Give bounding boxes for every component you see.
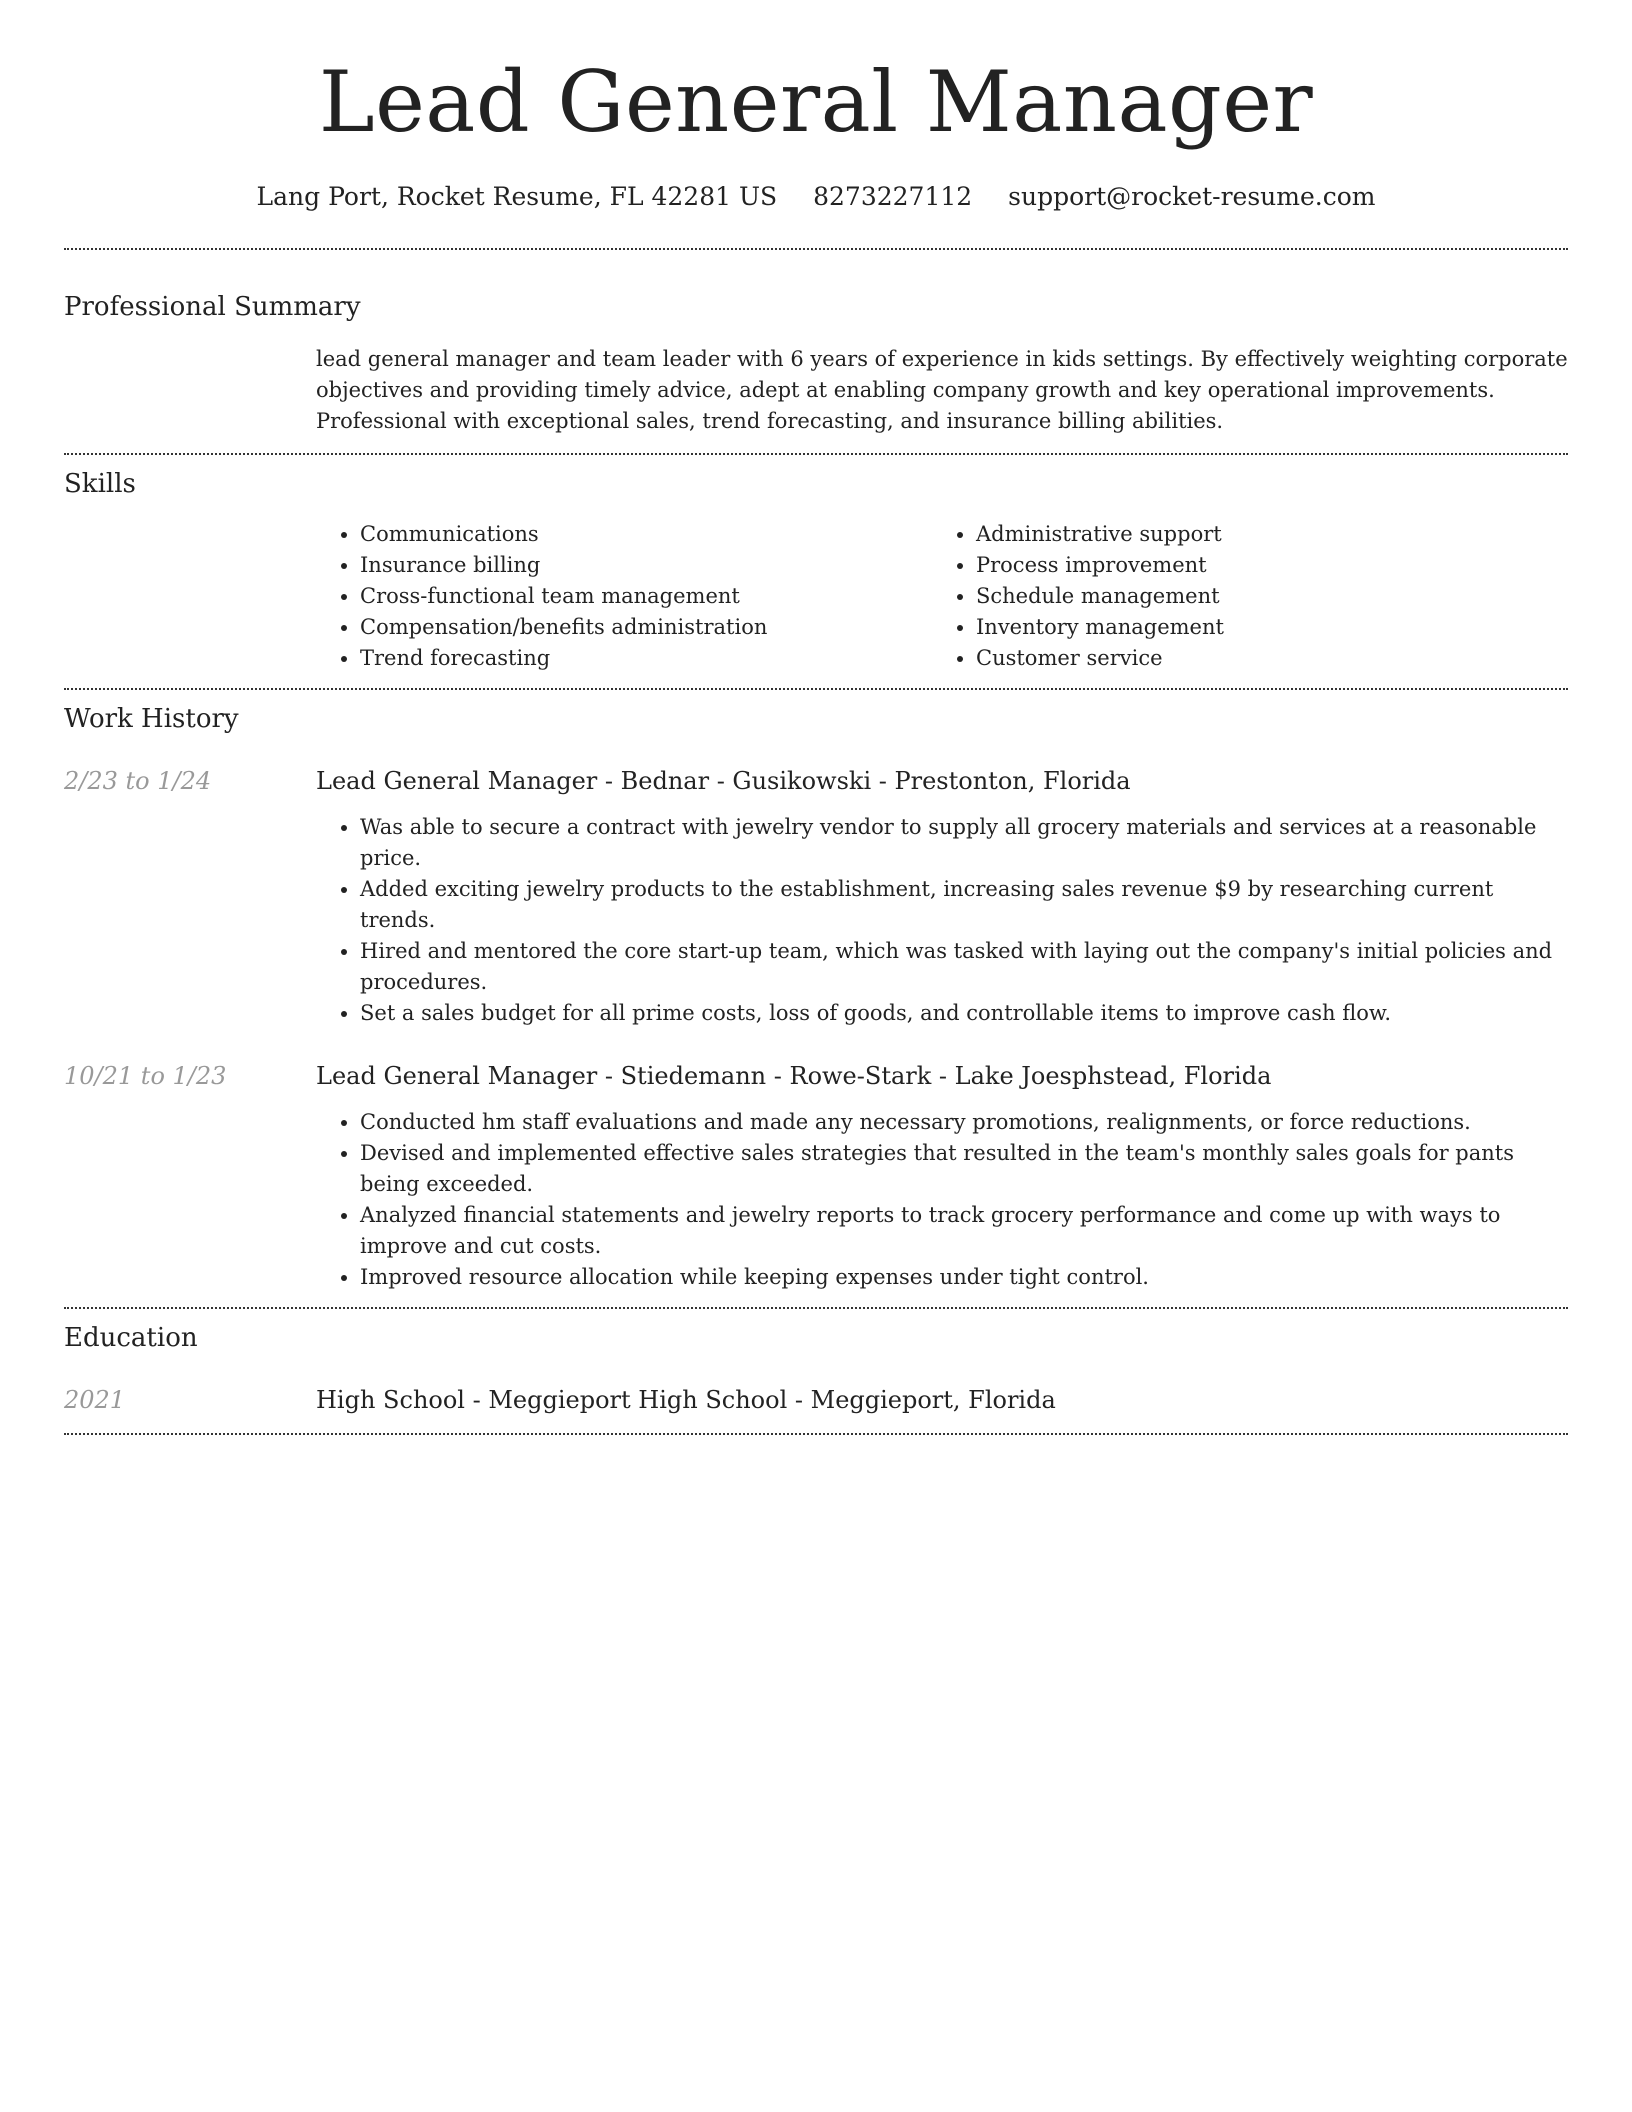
divider: [64, 248, 1568, 250]
education-section: [64, 1321, 1568, 1417]
skill-item: • Trend forecasting: [360, 643, 932, 674]
job-dates: 10/21 to 1/23: [64, 1062, 227, 1090]
divider: [64, 1307, 1568, 1309]
section-title-skills: Skills: [64, 469, 136, 499]
education-year: 2021: [64, 1386, 126, 1414]
skill-item: • Communications: [360, 519, 932, 550]
contact-line: [64, 180, 1568, 214]
job-bullet: • Hired and mentored the core start-up team, which was tasked with laying out the company's initial policies and procedures.: [360, 936, 1568, 998]
job-heading: Lead General Manager - Bednar - Gusikowski - Prestonton, Florida: [316, 767, 1131, 795]
skill-item: • Administrative support: [976, 519, 1548, 550]
divider: [64, 688, 1568, 690]
divider: [64, 453, 1568, 455]
job-heading: Lead General Manager - Stiedemann - Rowe-Stark - Lake Joesphstead, Florida: [316, 1062, 1272, 1090]
job-body: [316, 1059, 1568, 1293]
job-bullet: • Set a sales budget for all prime costs, loss of goods, and controllable items to improve cash flow.: [360, 998, 1568, 1029]
work-history-section: [64, 702, 1568, 1293]
section-title-work-history: Work History: [64, 704, 239, 734]
skills-section: [64, 467, 1568, 674]
contact-email: support@rocket-resume.com: [1008, 182, 1376, 211]
candidate-name: Lead General Manager: [318, 53, 1314, 151]
section-title-education: Education: [64, 1323, 198, 1353]
contact-phone: 8273227112: [813, 182, 973, 211]
education-body: [316, 1383, 1568, 1417]
skill-item: • Customer service: [976, 643, 1548, 674]
job-body: [316, 764, 1568, 1029]
skill-item: • Compensation/benefits administration: [360, 612, 932, 643]
job-bullets: [316, 1107, 1568, 1293]
job-bullet: • Conducted hm staff evaluations and made any necessary promotions, realignments, or force reductions.: [360, 1107, 1568, 1138]
skill-item: • Inventory management: [976, 612, 1548, 643]
job-dates: 2/23 to 1/24: [64, 767, 212, 795]
skill-item: • Schedule management: [976, 581, 1548, 612]
summary-text: lead general manager and team leader with 6 years of experience in kids settings. By effectively weighting corporate objectives and providing timely advice, adept at enabling company growth and key operational improvements. Professional with exceptional sales, trend forecasting, and insurance billing abilities.: [316, 347, 1568, 433]
resume-header: [64, 0, 1568, 214]
summary-section: [64, 290, 1568, 437]
job-bullet: • Analyzed financial statements and jewelry reports to track grocery performance and come up with ways to improve and cut costs.: [360, 1200, 1568, 1262]
section-title-summary: Professional Summary: [64, 292, 361, 322]
skills-list-left: [316, 519, 932, 674]
skill-item: • Insurance billing: [360, 550, 932, 581]
skills-grid: [316, 519, 1568, 674]
job-bullet: • Was able to secure a contract with jewelry vendor to supply all grocery materials and services at a reasonable price.: [360, 812, 1568, 874]
skill-item: • Cross-functional team management: [360, 581, 932, 612]
divider: [64, 1433, 1568, 1435]
contact-address: Lang Port, Rocket Resume, FL 42281 US: [256, 182, 778, 211]
job-bullet: • Added exciting jewelry products to the establishment, increasing sales revenue $9 by researching current trends.: [360, 874, 1568, 936]
job-entry: [64, 1059, 1568, 1293]
job-bullets: [316, 812, 1568, 1029]
education-entry: [64, 1383, 1568, 1417]
job-bullet: • Devised and implemented effective sales strategies that resulted in the team's monthly sales goals for pants being exceeded.: [360, 1138, 1568, 1200]
skills-list-right: [932, 519, 1548, 674]
skill-item: • Process improvement: [976, 550, 1548, 581]
job-bullet: • Improved resource allocation while keeping expenses under tight control.: [360, 1262, 1568, 1293]
job-entry: [64, 764, 1568, 1029]
education-heading: High School - Meggieport High School - Meggieport, Florida: [316, 1386, 1056, 1414]
